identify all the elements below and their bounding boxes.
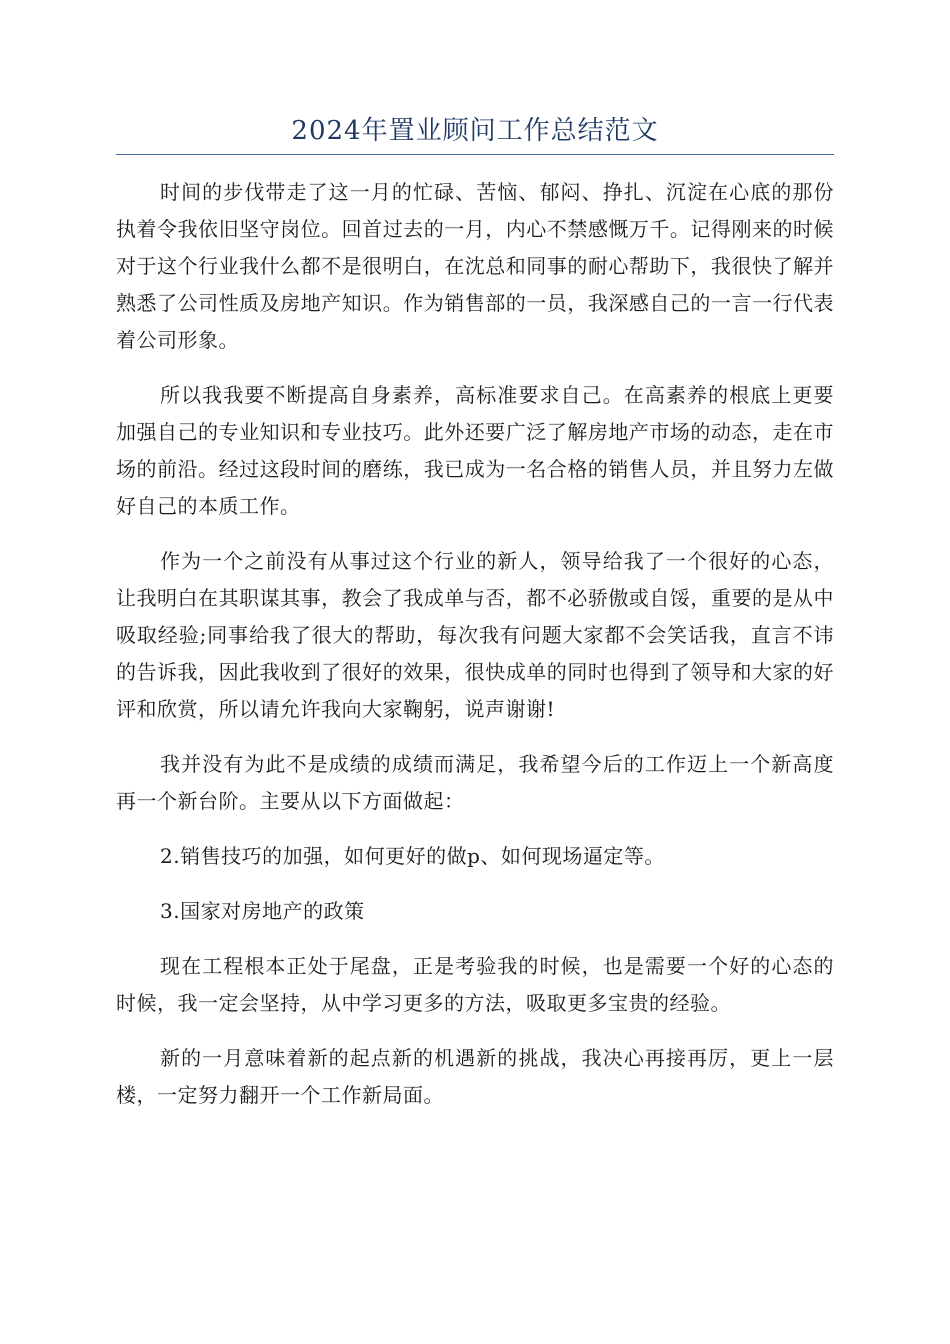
document-body <box>116 174 834 1132</box>
paragraph-2: 所以我我要不断提高自身素养，高标准要求自己。在高素养的根底上更要加强自己的专业知识和专业技巧。此外还要广泛了解房地产市场的动态，走在市场的前沿。经过这段时间的磨练，我已成为一名合格的销售人员，并且努力左做好自己的本质工作。 <box>116 383 834 518</box>
paragraph-5: 现在工程根本正处于尾盘，正是考验我的时候，也是需要一个好的心态的时候，我一定会坚持，从中学习更多的方法，吸取更多宝贵的经验。 <box>116 954 834 1015</box>
paragraph-6: 新的一月意味着新的起点新的机遇新的挑战，我决心再接再厉，更上一层楼，一定努力翻开一个工作新局面。 <box>116 1046 834 1107</box>
paragraph-4: 我并没有为此不是成绩的成绩而满足，我希望今后的工作迈上一个新高度再一个新台阶。主要从以下方面做起： <box>116 752 834 813</box>
paragraph-3: 作为一个之前没有从事过这个行业的新人，领导给我了一个很好的心态，让我明白在其职谋其事，教会了我成单与否，都不必骄傲或自馁，重要的是从中吸取经验;同事给我了很大的帮助，每次我有问题大家都不会笑话我，直言不讳的告诉我，因此我收到了很好的效果，很快成单的同时也得到了领导和大家的好评和欣赏，所以请允许我向大家鞠躬，说声谢谢! <box>116 549 834 721</box>
document-title: 2024年置业顾问工作总结范文 <box>291 116 659 146</box>
list-item-2: 2.销售技巧的加强，如何更好的做p、如何现场逼定等。 <box>160 844 665 868</box>
title-block <box>116 112 834 155</box>
list-item-3: 3.国家对房地产的政策 <box>160 899 365 923</box>
paragraph-1: 时间的步伐带走了这一月的忙碌、苦恼、郁闷、挣扎、沉淀在心底的那份执着令我依旧坚守岗位。回首过去的一月，内心不禁感慨万千。记得刚来的时候对于这个行业我什么都不是很明白，在沈总和同事的耐心帮助下，我很快了解并熟悉了公司性质及房地产知识。作为销售部的一员，我深感自己的一言一行代表着公司形象。 <box>116 180 834 352</box>
